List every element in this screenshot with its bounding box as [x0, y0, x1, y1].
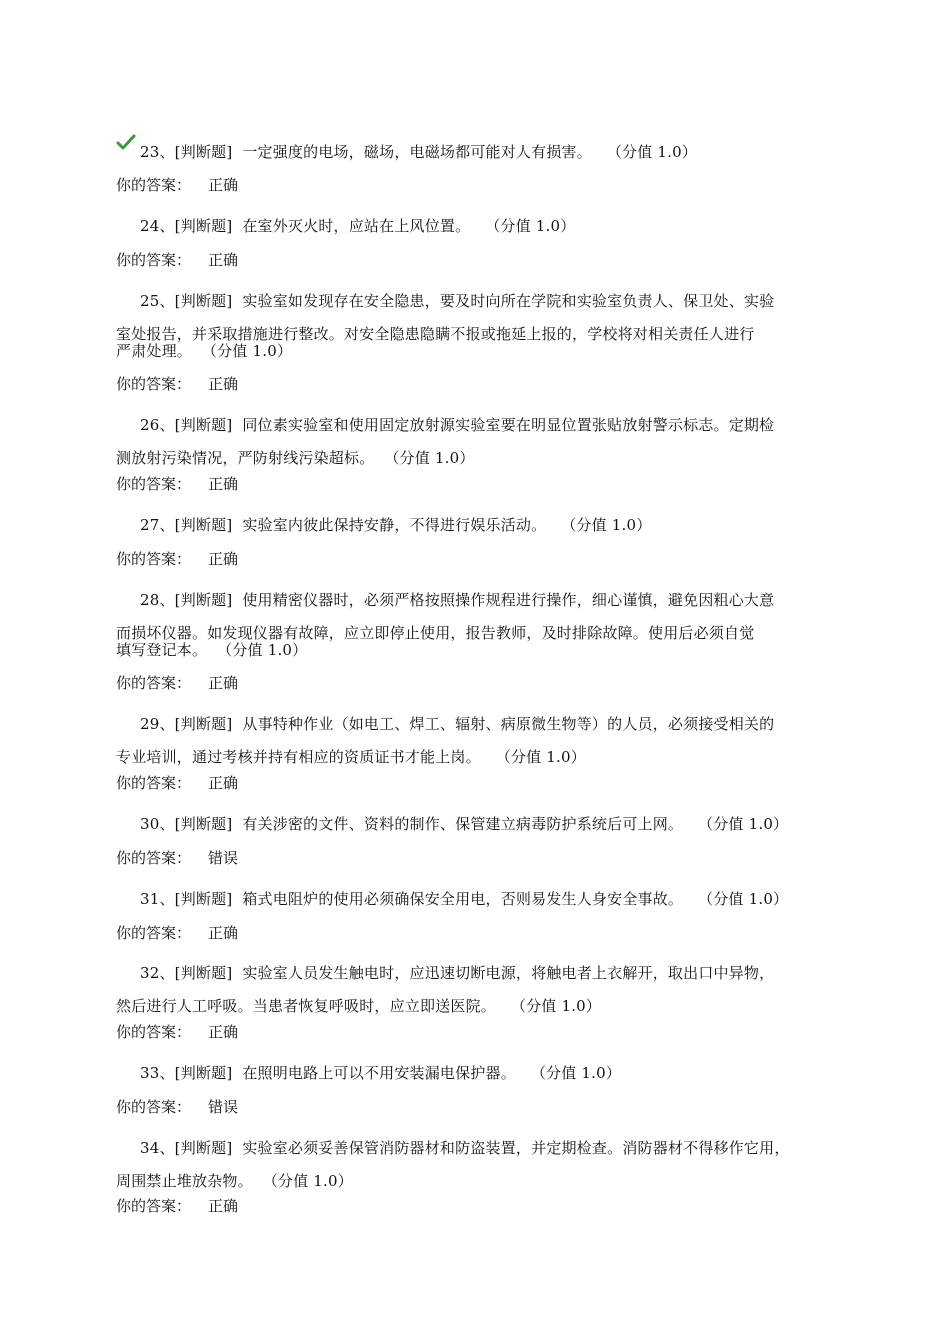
- question-text: 周围禁止堆放杂物。 （分值 1.0）: [116, 1172, 353, 1190]
- answer-row-28: [116, 676, 238, 691]
- question-text: 然后进行人工呼吸。当患者恢复呼吸时，应立即送医院。 （分值 1.0）: [116, 997, 602, 1015]
- question-text: 31、[判断题] 箱式电阻炉的使用必须确保安全用电，否则易发生人身安全事故。 （分值 1.0）: [140, 890, 789, 908]
- question-text: 而损坏仪器。如发现仪器有故障，应立即停止使用，报告教师，及时排除故障。使用后必须自觉: [116, 624, 755, 642]
- question-27: [116, 518, 828, 533]
- question-text: 24、[判断题] 在室外灭火时，应站在上风位置。 （分值 1.0）: [140, 217, 576, 235]
- answer-row-30: [116, 851, 238, 866]
- question-text: 专业培训，通过考核并持有相应的资质证书才能上岗。 （分值 1.0）: [116, 748, 586, 766]
- question-text: 严肃处理。 （分值 1.0）: [116, 342, 293, 360]
- answer-value: 正确: [208, 1197, 239, 1215]
- question-text: 27、[判断题] 实验室内彼此保持安静，不得进行娱乐活动。 （分值 1.0）: [140, 516, 652, 534]
- question-text: 填写登记本。 （分值 1.0）: [116, 641, 308, 659]
- answer-row-34: [116, 1199, 238, 1214]
- answer-label: 你的答案：: [116, 550, 192, 568]
- question-26: [116, 418, 828, 466]
- answer-value: 错误: [208, 849, 239, 867]
- answer-value: 错误: [208, 1098, 239, 1116]
- answer-label: 你的答案：: [116, 251, 192, 269]
- question-24: [116, 219, 828, 234]
- answer-row-23: [116, 178, 238, 193]
- answer-value: 正确: [208, 924, 239, 942]
- answer-row-32: [116, 1025, 238, 1040]
- answer-row-26: [116, 477, 238, 492]
- question-text: 23、[判断题] 一定强度的电场，磁场，电磁场都可能对人有损害。 （分值 1.0）: [140, 143, 698, 161]
- answer-label: 你的答案：: [116, 1023, 192, 1041]
- answer-row-31: [116, 926, 238, 941]
- question-30: [116, 817, 828, 832]
- question-34: [116, 1141, 828, 1189]
- answer-label: 你的答案：: [116, 375, 192, 393]
- answer-row-27: [116, 552, 238, 567]
- question-28: [116, 593, 828, 658]
- answer-label: 你的答案：: [116, 475, 192, 493]
- answer-value: 正确: [208, 774, 239, 792]
- question-text: 28、[判断题] 使用精密仪器时，必须严格按照操作规程进行操作，细心谨慎，避免因粗心大意: [140, 591, 775, 609]
- question-33: [116, 1066, 828, 1081]
- answer-row-29: [116, 776, 238, 791]
- answer-label: 你的答案：: [116, 1098, 192, 1116]
- question-32: [116, 966, 828, 1014]
- answer-value: 正确: [208, 251, 239, 269]
- question-text: 33、[判断题] 在照明电路上可以不用安装漏电保护器。 （分值 1.0）: [140, 1064, 622, 1082]
- answer-value: 正确: [208, 674, 239, 692]
- answer-value: 正确: [208, 1023, 239, 1041]
- question-25: [116, 294, 828, 359]
- question-text: 30、[判断题] 有关涉密的文件、资料的制作、保管建立病毒防护系统后可上网。 （分值 1.0）: [140, 815, 789, 833]
- question-text: 32、[判断题] 实验室人员发生触电时，应迅速切断电源，将触电者上衣解开，取出口中异物，: [140, 964, 775, 982]
- question-31: [116, 892, 828, 907]
- question-29: [116, 717, 828, 765]
- answer-label: 你的答案：: [116, 1197, 192, 1215]
- answer-label: 你的答案：: [116, 849, 192, 867]
- answer-value: 正确: [208, 176, 239, 194]
- answer-row-24: [116, 253, 238, 268]
- question-text: 29、[判断题] 从事特种作业（如电工、焊工、辐射、病原微生物等）的人员，必须接受相关的: [140, 715, 775, 733]
- question-text: 26、[判断题] 同位素实验室和使用固定放射源实验室要在明显位置张贴放射警示标志。定期检: [140, 416, 775, 434]
- answer-label: 你的答案：: [116, 674, 192, 692]
- answer-value: 正确: [208, 475, 239, 493]
- question-23: [116, 145, 828, 160]
- answer-row-25: [116, 377, 238, 392]
- answer-label: 你的答案：: [116, 176, 192, 194]
- question-text: 25、[判断题] 实验室如发现存在安全隐患，要及时向所在学院和实验室负责人、保卫处、实验: [140, 292, 775, 310]
- answer-value: 正确: [208, 550, 239, 568]
- question-text: 室处报告，并采取措施进行整改。对安全隐患隐瞒不报或拖延上报的，学校将对相关责任人进行: [116, 325, 755, 343]
- answer-label: 你的答案：: [116, 774, 192, 792]
- question-text: 测放射污染情况，严防射线污染超标。 （分值 1.0）: [116, 449, 475, 467]
- answer-label: 你的答案：: [116, 924, 192, 942]
- answer-value: 正确: [208, 375, 239, 393]
- question-text: 34、[判断题] 实验室必须妥善保管消防器材和防盗装置，并定期检查。消防器材不得移作它用，: [140, 1139, 790, 1157]
- answer-row-33: [116, 1100, 238, 1115]
